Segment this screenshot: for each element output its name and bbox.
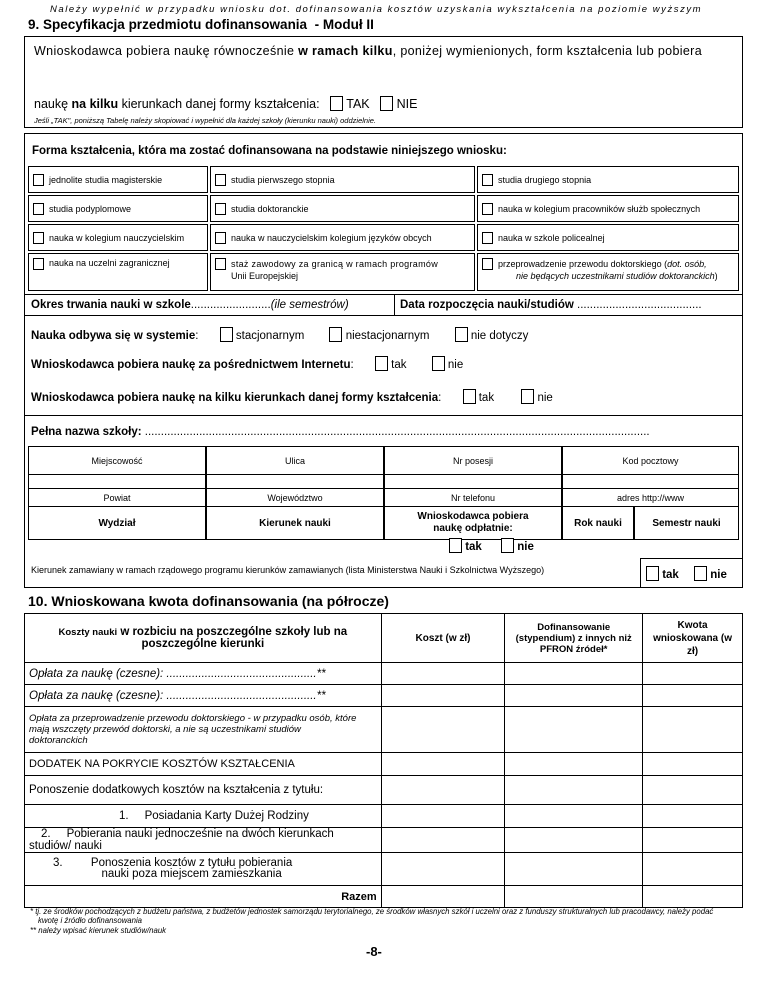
checkbox[interactable] — [215, 232, 226, 244]
dofinansowanie-cell[interactable] — [505, 707, 643, 753]
row-label: DODATEK NA POKRYCIE KOSZTÓW KSZTAŁCENIA — [25, 753, 382, 776]
form-option[interactable]: studia doktoranckie — [210, 195, 475, 222]
dofinansowanie-cell[interactable] — [505, 776, 643, 805]
cost-table-header — [25, 614, 743, 663]
szkola-name-field[interactable]: Pełna nazwa szkoły: .............................................................................................................................................................. — [31, 426, 650, 438]
data-rozpoczecia-field[interactable]: Data rozpoczęcia nauki/studiów ....................................... — [400, 299, 702, 311]
kilka-nie-checkbox[interactable] — [521, 389, 534, 404]
forms-grid — [28, 166, 739, 292]
row-label: 1. Posiadania Karty Dużej Rodziny — [25, 805, 382, 828]
divider — [24, 415, 743, 416]
checkbox[interactable] — [482, 232, 493, 244]
table-row — [25, 853, 743, 886]
table-row — [25, 707, 743, 753]
kwota-cell[interactable] — [643, 707, 743, 753]
okres-field[interactable]: Okres trwania nauki w szkole.........................(ile semestrów) — [31, 299, 349, 311]
divider — [24, 294, 743, 295]
row-label: Opłata za przeprowadzenie przewodu doktorskiego - w przypadku osób, które mają wszczęty przewód doktorski, a nie są uczestnikami studiów doktoranckich — [25, 707, 382, 753]
zamawiany-nie-checkbox[interactable] — [694, 566, 707, 581]
row-label: 3. Ponoszenia kosztów z tytułu pobierania nauki poza miejscem zamieszkania — [25, 853, 382, 886]
koszt-cell[interactable] — [381, 805, 505, 828]
kwota-cell[interactable] — [643, 853, 743, 886]
ulica-header: Ulica — [206, 446, 384, 474]
checkbox[interactable] — [215, 203, 226, 215]
koszt-cell[interactable] — [381, 776, 505, 805]
dofinansowanie-cell[interactable] — [505, 805, 643, 828]
header-note: Należy wypełnić w przypadku wniosku dot. dofinansowania kosztów uzyskania wykształcenia na poziomie wyższym — [50, 4, 703, 15]
row-label: Ponoszenie dodatkowych kosztów na kształcenia z tytułu: — [25, 776, 382, 805]
form-option[interactable]: studia pierwszego stopnia — [210, 166, 475, 193]
checkbox[interactable] — [482, 174, 493, 186]
page-number: -8- — [366, 944, 382, 959]
odplatnie-nie-checkbox[interactable] — [501, 538, 514, 553]
form-option[interactable]: nauka w kolegium pracowników służb społecznych — [477, 195, 739, 222]
checkbox[interactable] — [33, 174, 44, 186]
adres-www-header: adres http://www — [562, 488, 739, 506]
form-option[interactable]: nauka na uczelni zagranicznej — [28, 253, 208, 291]
niestacjonarny-checkbox[interactable] — [329, 327, 342, 342]
kwota-cell[interactable] — [643, 685, 743, 707]
kwota-cell[interactable] — [643, 828, 743, 853]
table-row — [25, 685, 743, 707]
wydzial-header: Wydział — [28, 506, 206, 540]
internet-tak-checkbox[interactable] — [375, 356, 388, 371]
zamawiany-options: tak nie — [646, 566, 727, 581]
koszt-cell[interactable] — [381, 828, 505, 853]
nr-telefonu-header: Nr telefonu — [384, 488, 562, 506]
ulica-input[interactable] — [206, 474, 384, 488]
koszt-cell[interactable] — [381, 685, 505, 707]
section9-title: 9. Specyfikacja przedmiotu dofinansowania - Moduł II — [28, 17, 374, 32]
form-option[interactable]: jednolite studia magisterskie — [28, 166, 208, 193]
kod-pocztowy-input[interactable] — [562, 474, 739, 488]
row-label: 2. Pobierania nauki jednocześnie na dwóch kierunkach studiów/ nauki — [25, 828, 382, 853]
kwota-cell[interactable] — [643, 776, 743, 805]
zamawiany-label: Kierunek zamawiany w ramach rządowego programu kierunków zamawianych (lista Ministerstwa Nauki i Szkolnictwa Wyższego) — [31, 565, 545, 575]
odplatnie-header: Wnioskodawca pobiera naukę odpłatnie: — [384, 506, 562, 540]
table-row — [25, 776, 743, 805]
intro-line-1: Wnioskodawca pobiera naukę równocześnie w ramach kilku, poniżej wymienionych, form kształcenia lub pobiera — [34, 44, 703, 58]
checkbox[interactable] — [33, 232, 44, 244]
kierunek-nauki-header: Kierunek nauki — [206, 506, 384, 540]
col-dofinansowanie: Dofinansowanie (stypendium) z innych niż PFRON źródeł* — [505, 614, 643, 663]
kwota-cell[interactable] — [643, 663, 743, 685]
internet-row: Wnioskodawca pobiera naukę za pośrednictwem Internetu: tak nie — [31, 356, 463, 371]
nr-posesji-header: Nr posesji — [384, 446, 562, 474]
row-label[interactable]: Opłata za naukę (czesne): ...............................................** — [25, 685, 382, 707]
address-grid — [28, 446, 739, 556]
dofinansowanie-cell[interactable] — [505, 853, 643, 886]
form-option[interactable]: nauka w kolegium nauczycielskim — [28, 224, 208, 251]
cost-table — [24, 613, 743, 908]
intro-note: Jeśli „TAK", poniższą Tabelę należy skopiować i wypełnić dla każdej szkoły (kierunku nauki) oddzielnie. — [34, 116, 376, 125]
system-row: Nauka odbywa się w systemie: stacjonarnym niestacjonarnym nie dotyczy — [31, 327, 528, 342]
table-row-razem — [25, 886, 743, 908]
form-option[interactable]: studia drugiego stopnia — [477, 166, 739, 193]
col-koszty-nauki: Koszty nauki w rozbiciu na poszczególne szkoły lub na poszczególne kierunki — [25, 614, 382, 663]
checkbox[interactable] — [482, 258, 493, 270]
powiat-header: Powiat — [28, 488, 206, 506]
kod-pocztowy-header: Kod pocztowy — [562, 446, 739, 474]
odplatnie-tak-checkbox[interactable] — [449, 538, 462, 553]
rok-nauki-header: Rok nauki — [562, 506, 634, 540]
odplatnie-options: tak nie — [449, 538, 534, 553]
divider — [394, 294, 395, 315]
checkbox[interactable] — [215, 174, 226, 186]
intro-nie-label: NIE — [396, 97, 418, 111]
table-row — [25, 753, 743, 776]
section10-title: 10. Wnioskowana kwota dofinansowania (na półrocze) — [28, 593, 389, 609]
dofinansowanie-cell[interactable] — [505, 685, 643, 707]
table-row — [25, 805, 743, 828]
divider — [24, 315, 743, 316]
form-option[interactable]: nauka w szkole policealnej — [477, 224, 739, 251]
wojewodztwo-header: Województwo — [206, 488, 384, 506]
intro-tak-label: TAK — [346, 97, 370, 111]
form-option[interactable]: studia podyplomowe — [28, 195, 208, 222]
kilka-kierunkow-row: Wnioskodawca pobiera naukę na kilku kierunkach danej formy kształcenia: tak nie — [31, 389, 553, 404]
miejscowosc-input[interactable] — [28, 474, 206, 488]
form-option[interactable]: nauka w nauczycielskim kolegium języków obcych — [210, 224, 475, 251]
footnote-2: ** należy wpisać kierunek studiów/nauk — [30, 926, 167, 935]
nie-dotyczy-checkbox[interactable] — [455, 327, 468, 342]
footnote-1: * tj. ze środków pochodzących z budżetu państwa, z budżetów jednostek samorządu terytorialnego, ze środków własnych szkół i uczelni oraz z funduszy strukturalnych lub pracodawcy, należy podać kwotę i źródło dofinansowania — [30, 907, 714, 925]
internet-nie-checkbox[interactable] — [432, 356, 445, 371]
checkbox[interactable] — [33, 203, 44, 215]
checkbox[interactable] — [33, 258, 44, 270]
table-row — [25, 663, 743, 685]
koszt-cell[interactable] — [381, 753, 505, 776]
intro-nie-checkbox[interactable] — [380, 96, 393, 111]
dofinansowanie-cell[interactable] — [505, 663, 643, 685]
checkbox[interactable] — [215, 258, 226, 270]
razem-label: Razem — [25, 886, 382, 908]
semestr-nauki-header: Semestr nauki — [634, 506, 739, 540]
stacjonarny-checkbox[interactable] — [220, 327, 233, 342]
intro-tak-checkbox[interactable] — [330, 96, 343, 111]
row-label[interactable]: Opłata za naukę (czesne): ...............................................** — [25, 663, 382, 685]
kilka-tak-checkbox[interactable] — [463, 389, 476, 404]
col-kwota-wnioskowana: Kwota wnioskowana (w zł) — [643, 614, 743, 663]
koszt-cell[interactable] — [381, 886, 505, 908]
kwota-cell[interactable] — [643, 753, 743, 776]
miejscowosc-header: Miejscowość — [28, 446, 206, 474]
table-row — [25, 828, 743, 853]
col-koszt: Koszt (w zł) — [381, 614, 505, 663]
dofinansowanie-cell[interactable] — [505, 886, 643, 908]
form-option[interactable]: staż zawodowy za granicą w ramach programów Unii Europejskiej — [210, 253, 475, 291]
kwota-cell[interactable] — [643, 886, 743, 908]
koszt-cell[interactable] — [381, 853, 505, 886]
koszt-cell[interactable] — [381, 707, 505, 753]
zamawiany-tak-checkbox[interactable] — [646, 566, 659, 581]
kwota-cell[interactable] — [643, 805, 743, 828]
dofinansowanie-cell[interactable] — [505, 828, 643, 853]
intro-line-2: naukę na kilku kierunkach danej formy kształcenia: TAK NIE — [34, 97, 418, 111]
nr-posesji-input[interactable] — [384, 474, 562, 488]
dofinansowanie-cell[interactable] — [505, 753, 643, 776]
form-option[interactable]: przeprowadzenie przewodu doktorskiego (dot. osób, nie będących uczestnikami studiów doktoranckich) — [477, 253, 739, 291]
checkbox[interactable] — [482, 203, 493, 215]
koszt-cell[interactable] — [381, 663, 505, 685]
forma-header: Forma kształcenia, która ma zostać dofinansowana na podstawie niniejszego wniosku: — [32, 145, 507, 157]
